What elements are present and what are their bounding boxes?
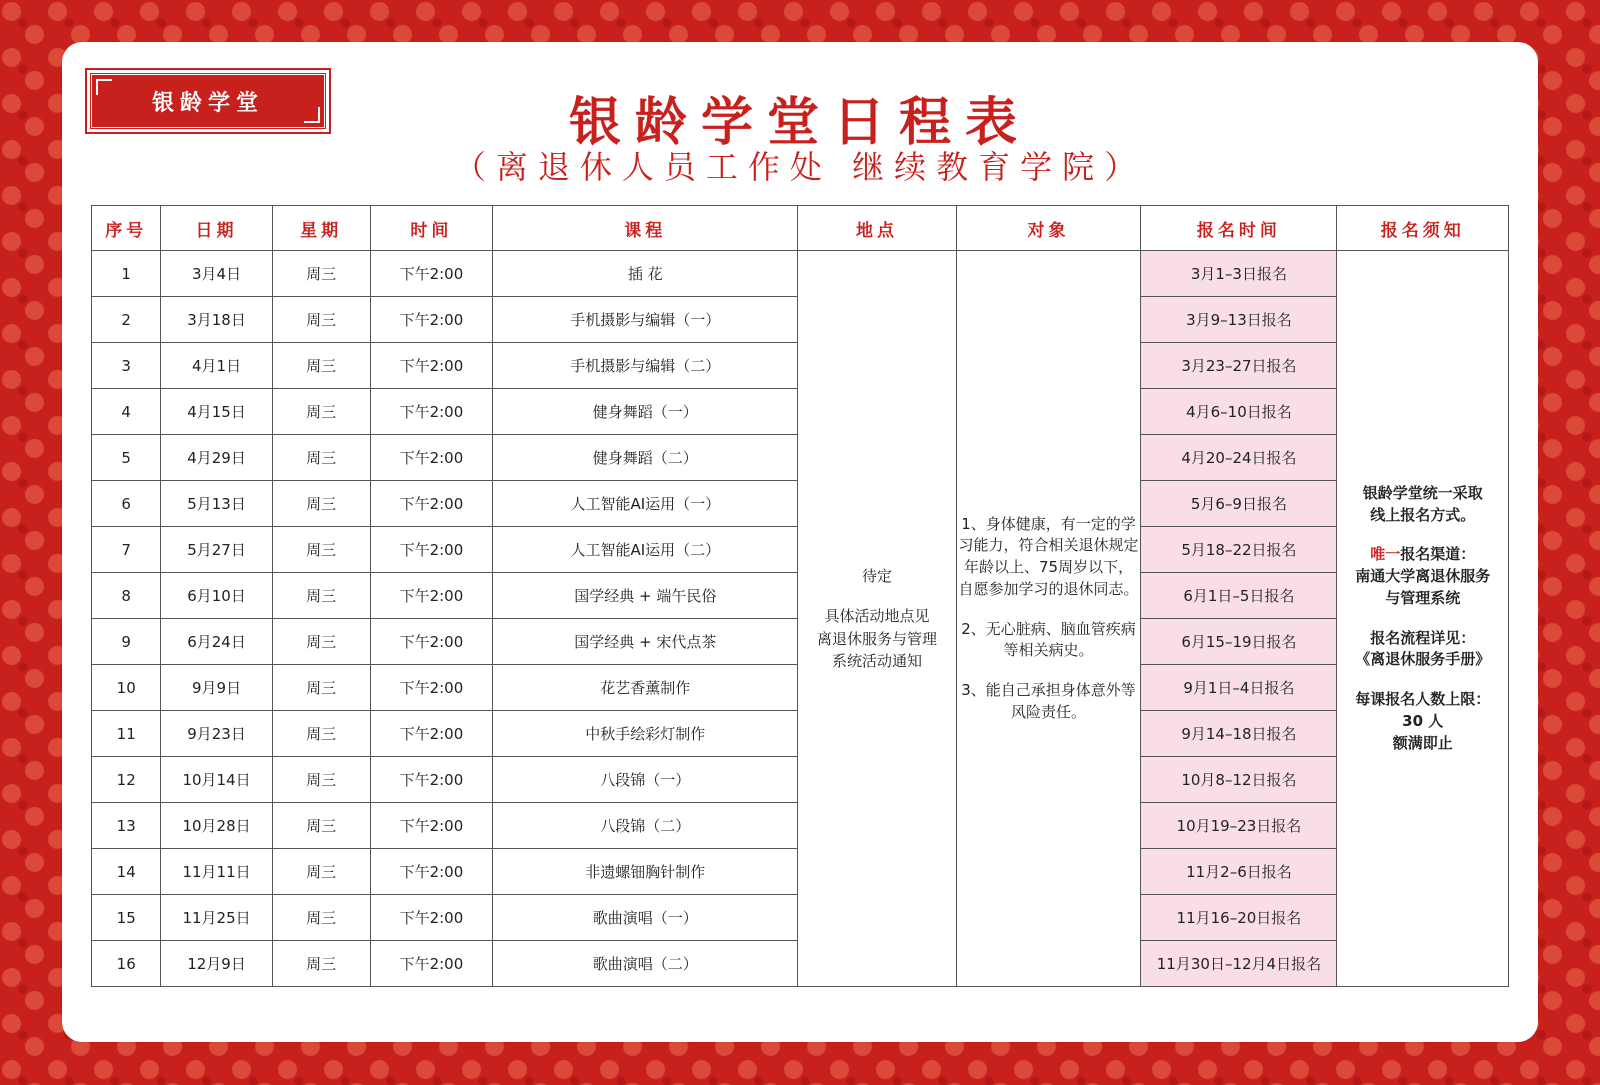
cell-course: 健身舞蹈（二）: [493, 435, 798, 481]
target-item-2: 2、无心脏病、脑血管疾病等相关病史。: [961, 619, 1136, 660]
cell-date: 5月13日: [161, 481, 272, 527]
cell-weekday: 周三: [272, 573, 370, 619]
notes-text: 报名渠道：: [1400, 545, 1476, 564]
target-item-1: 1、身体健康，有一定的学习能力，符合相关退休规定年龄以上、75周岁以下，自愿参加学习的退休同志。: [958, 514, 1139, 598]
cell-no: 16: [92, 941, 161, 987]
cell-no: 8: [92, 573, 161, 619]
cell-signup: 5月6–9日报名: [1141, 481, 1337, 527]
cell-time: 下午2:00: [370, 757, 493, 803]
cell-weekday: 周三: [272, 895, 370, 941]
cell-date: 3月4日: [161, 251, 272, 297]
cell-course: 歌曲演唱（一）: [493, 895, 798, 941]
target-item-3: 3、能自己承担身体意外等风险责任。: [961, 681, 1136, 721]
location-note-1: 具体活动地点见: [824, 607, 930, 625]
cell-course: 手机摄影与编辑（一）: [493, 297, 798, 343]
cell-no: 2: [92, 297, 161, 343]
col-header-no: 序号: [92, 206, 161, 251]
cell-time: 下午2:00: [370, 343, 493, 389]
location-note-3: 系统活动通知: [832, 652, 923, 670]
col-header-target: 对象: [956, 206, 1141, 251]
cell-date: 4月15日: [161, 389, 272, 435]
cell-time: 下午2:00: [370, 527, 493, 573]
cell-course: 人工智能AI运用（一）: [493, 481, 798, 527]
cell-no: 15: [92, 895, 161, 941]
cell-time: 下午2:00: [370, 619, 493, 665]
cell-no: 5: [92, 435, 161, 481]
logo-badge: 银龄学堂: [89, 72, 327, 130]
cell-time: 下午2:00: [370, 803, 493, 849]
cell-course: 国学经典 + 端午民俗: [493, 573, 798, 619]
cell-time: 下午2:00: [370, 711, 493, 757]
page-title: 银龄学堂日程表: [568, 92, 1031, 153]
notes-text: 银龄学堂统一采取: [1362, 483, 1483, 502]
cell-no: 4: [92, 389, 161, 435]
cell-course: 国学经典 + 宋代点茶: [493, 619, 798, 665]
cell-weekday: 周三: [272, 435, 370, 481]
cell-no: 7: [92, 527, 161, 573]
cell-weekday: 周三: [272, 297, 370, 343]
notes-text: 额满即止: [1392, 733, 1453, 752]
notes-text: 报名流程详见：: [1370, 628, 1476, 647]
cell-course: 八段锦（一）: [493, 757, 798, 803]
cell-course: 健身舞蹈（一）: [493, 389, 798, 435]
table-header-row: [92, 206, 1509, 251]
cell-signup: 10月8–12日报名: [1141, 757, 1337, 803]
cell-course: 非遗螺钿胸针制作: [493, 849, 798, 895]
cell-weekday: 周三: [272, 343, 370, 389]
notes-text: 与管理系统: [1385, 588, 1461, 607]
page-subtitle: （离退休人员工作处 继续教育学院）: [453, 148, 1147, 186]
col-header-course: 课程: [493, 206, 798, 251]
col-header-weekday: 星期: [272, 206, 370, 251]
cell-weekday: 周三: [272, 619, 370, 665]
cell-course: 八段锦（二）: [493, 803, 798, 849]
cell-signup: 11月16–20日报名: [1141, 895, 1337, 941]
cell-time: 下午2:00: [370, 481, 493, 527]
cell-date: 9月23日: [161, 711, 272, 757]
cell-date: 10月28日: [161, 803, 272, 849]
location-status: 待定: [862, 566, 893, 585]
cell-no: 12: [92, 757, 161, 803]
cell-time: 下午2:00: [370, 849, 493, 895]
cell-date: 9月9日: [161, 665, 272, 711]
cell-time: 下午2:00: [370, 435, 493, 481]
cell-signup: 4月20–24日报名: [1141, 435, 1337, 481]
cell-time: 下午2:00: [370, 251, 493, 297]
col-header-location: 地点: [798, 206, 956, 251]
notes-text: 30 人: [1402, 711, 1444, 730]
target-cell: [956, 251, 1141, 987]
cell-weekday: 周三: [272, 481, 370, 527]
cell-signup: 9月1日–4日报名: [1141, 665, 1337, 711]
table-row: [92, 251, 1509, 297]
cell-weekday: 周三: [272, 941, 370, 987]
cell-weekday: 周三: [272, 251, 370, 297]
cell-weekday: 周三: [272, 849, 370, 895]
cell-weekday: 周三: [272, 757, 370, 803]
notes-accent: 唯一: [1370, 545, 1401, 564]
cell-no: 11: [92, 711, 161, 757]
cell-date: 3月18日: [161, 297, 272, 343]
cell-no: 14: [92, 849, 161, 895]
cell-time: 下午2:00: [370, 665, 493, 711]
cell-no: 13: [92, 803, 161, 849]
col-header-signup: 报名时间: [1141, 206, 1337, 251]
cell-date: 10月14日: [161, 757, 272, 803]
cell-course: 人工智能AI运用（二）: [493, 527, 798, 573]
col-header-notes: 报名须知: [1337, 206, 1509, 251]
col-header-time: 时间: [370, 206, 493, 251]
cell-weekday: 周三: [272, 527, 370, 573]
location-cell: [798, 251, 956, 987]
cell-weekday: 周三: [272, 711, 370, 757]
cell-date: 6月24日: [161, 619, 272, 665]
cell-signup: 5月18–22日报名: [1141, 527, 1337, 573]
cell-course: 花艺香薰制作: [493, 665, 798, 711]
cell-signup: 6月1日–5日报名: [1141, 573, 1337, 619]
cell-time: 下午2:00: [370, 389, 493, 435]
notes-text: 《离退休服务手册》: [1355, 650, 1491, 669]
cell-course: 中秋手绘彩灯制作: [493, 711, 798, 757]
cell-date: 12月9日: [161, 941, 272, 987]
cell-date: 11月25日: [161, 895, 272, 941]
cell-signup: 11月2–6日报名: [1141, 849, 1337, 895]
cell-no: 3: [92, 343, 161, 389]
cell-signup: 6月15–19日报名: [1141, 619, 1337, 665]
col-header-date: 日期: [161, 206, 272, 251]
cell-no: 10: [92, 665, 161, 711]
cell-signup: 3月1–3日报名: [1141, 251, 1337, 297]
cell-date: 6月10日: [161, 573, 272, 619]
notes-channel-line: [1337, 544, 1508, 566]
cell-date: 5月27日: [161, 527, 272, 573]
cell-time: 下午2:00: [370, 297, 493, 343]
cell-no: 1: [92, 251, 161, 297]
schedule-card: [62, 42, 1538, 1042]
cell-signup: 3月9–13日报名: [1141, 297, 1337, 343]
schedule-table: [91, 205, 1509, 987]
cell-time: 下午2:00: [370, 941, 493, 987]
notes-text: 南通大学离退休服务: [1355, 567, 1491, 585]
cell-signup: 10月19–23日报名: [1141, 803, 1337, 849]
cell-date: 4月29日: [161, 435, 272, 481]
cell-date: 4月1日: [161, 343, 272, 389]
cell-weekday: 周三: [272, 803, 370, 849]
cell-date: 11月11日: [161, 849, 272, 895]
cell-weekday: 周三: [272, 665, 370, 711]
location-note-2: 离退休服务与管理: [817, 629, 938, 648]
cell-signup: 11月30日–12月4日报名: [1141, 941, 1337, 987]
cell-course: 插 花: [493, 251, 798, 297]
cell-course: 手机摄影与编辑（二）: [493, 343, 798, 389]
notes-text: 每课报名人数上限：: [1355, 690, 1491, 708]
cell-no: 6: [92, 481, 161, 527]
cell-time: 下午2:00: [370, 895, 493, 941]
cell-no: 9: [92, 619, 161, 665]
cell-signup: 3月23–27日报名: [1141, 343, 1337, 389]
notes-cell: [1337, 251, 1509, 987]
cell-weekday: 周三: [272, 389, 370, 435]
cell-signup: 4月6–10日报名: [1141, 389, 1337, 435]
notes-text: 线上报名方式。: [1370, 505, 1476, 524]
cell-time: 下午2:00: [370, 573, 493, 619]
cell-course: 歌曲演唱（二）: [493, 941, 798, 987]
cell-signup: 9月14–18日报名: [1141, 711, 1337, 757]
